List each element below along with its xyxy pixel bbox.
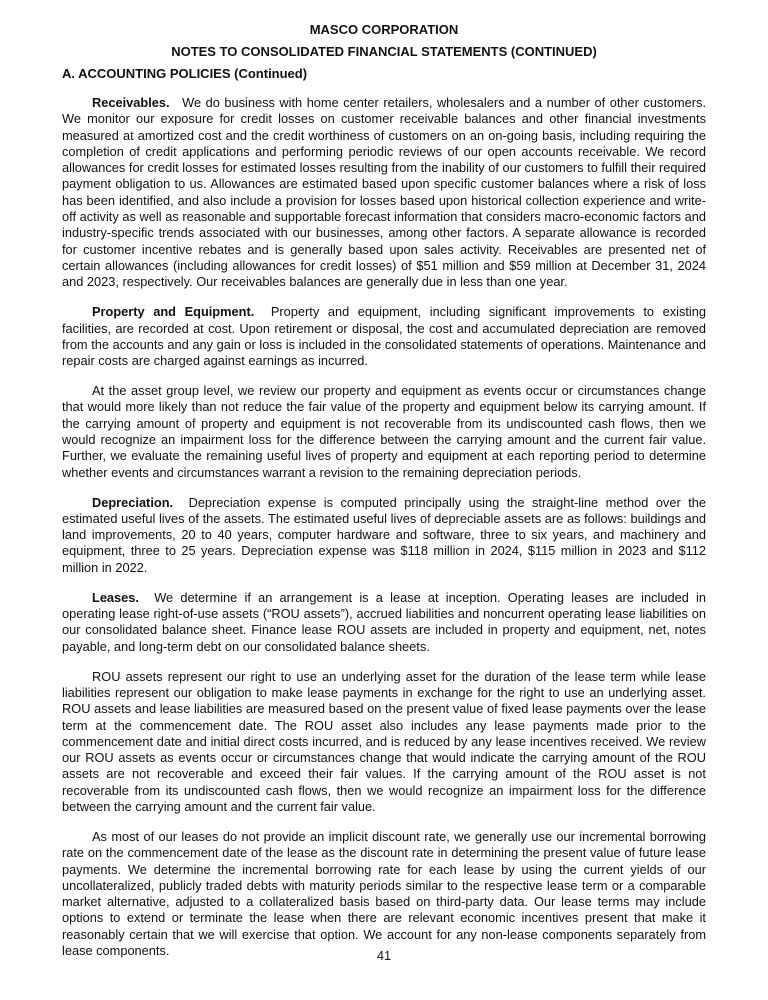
paragraph-text: As most of our leases do not provide an implicit discount rate, we generally use our incremental borrowing rate on the commencement date of the lease as the discount rate in determining the present value of future lease payments. We determine the incremental borrowing rate for each lease by using the current yields of our uncollateralized, publicly traded debts with maturity periods similar to the respective lease term or a comparable market alternative, adjusted to a collateralized basis based on third-party data. Our lease terms may include options to extend or terminate the lease when there are relevant economic incentives present that make it reasonably certain that we will exercise that option. We account for any non-lease components separately from lease components. — [62, 829, 706, 959]
paragraph-rou-assets — [62, 669, 706, 816]
document-body — [62, 95, 706, 973]
paragraph-impairment — [62, 383, 706, 481]
paragraph-receivables — [62, 95, 706, 291]
paragraph-heading: Property and Equipment. — [92, 304, 255, 320]
section-heading: A. ACCOUNTING POLICIES (Continued) — [62, 66, 308, 81]
paragraph-discount-rate — [62, 829, 706, 959]
company-name: MASCO CORPORATION — [309, 22, 459, 37]
paragraph-property-equipment — [62, 304, 706, 369]
paragraph-text: We determine if an arrangement is a lease at inception. Operating leases are included in operating lease right-of-use assets (“ROU assets”), accrued liabilities and noncurrent operating lease liabilities on our consolidated balance sheet. Finance lease ROU assets are included in property and equipment, net, notes payable, and long-term debt on our consolidated balance sheets. — [62, 589, 706, 654]
paragraph-heading: Depreciation. — [92, 494, 174, 510]
paragraph-text: We do business with home center retailers, wholesalers and a number of other customers. We monitor our exposure for credit losses on customer receivable balances and other financial investments measured at amortized cost and the credit worthiness of customers on an on-going basis, including requiring the completion of credit applications and performing periodic reviews of our open accounts receivable. We record allowances for credit losses for estimated losses resulting from the inability of our customers to fulfill their required payment obligation to us. Allowances are estimated based upon specific customer balances where a risk of loss has been identified, and also include a provision for losses based upon historical collection experience and write-off activity as well as reasonable and supportable forecast information that considers macro-economic factors and industry-specific trends associated with our businesses, among other factors. A separate allowance is recorded for customer incentive rebates and is generally based upon sales activity. Receivables are presented net of certain allowances (including allowances for credit losses) of $51 million and $59 million at December 31, 2024 and 2023, respectively. Our receivables balances are generally due in less than one year. — [62, 95, 706, 290]
paragraph-text: ROU assets represent our right to use an underlying asset for the duration of the lease term while lease liabilities represent our obligation to make lease payments in exchange for the right to use an underlying asset. ROU assets and lease liabilities are measured based on the present value of fixed lease payments over the lease term at the commencement date. The ROU asset also includes any lease payments made prior to the commencement date and initial direct costs incurred, and is reduced by any lease incentives received. We review our ROU assets as events occur or circumstances change that would indicate the carrying amount of the ROU assets are not recoverable and exceed their fair values. If the carrying amount of the ROU asset is not recoverable from its undiscounted cash flows, then we would recognize an impairment loss for the difference between the carrying amount and the current fair value. — [62, 668, 706, 815]
paragraph-heading: Leases. — [92, 589, 139, 605]
paragraph-depreciation — [62, 495, 706, 576]
paragraph-text: At the asset group level, we review our property and equipment as events occur or circumstances change that would more likely than not reduce the fair value of the property and equipment below its carrying amount. If the carrying amount of property and equipment is not recoverable from its undiscounted cash flows, then we would recognize an impairment loss for the difference between the carrying amount and the current fair value. Further, we evaluate the remaining useful lives of property and equipment at each reporting period to determine whether events and circumstances warrant a revision to the remaining depreciation periods. — [62, 383, 706, 480]
paragraph-text: Depreciation expense is computed principally using the straight-line method over the estimated useful lives of the assets. The estimated useful lives of depreciable assets are as follows: buildings and land improvements, 20 to 40 years, computer hardware and software, three to six years, and machinery and equipment, three to 25 years. Depreciation expense was $118 million in 2024, $115 million in 2023 and $112 million in 2022. — [62, 494, 706, 575]
paragraph-leases — [62, 590, 706, 655]
document-subtitle: NOTES TO CONSOLIDATED FINANCIAL STATEMENTS (CONTINUED) — [171, 44, 597, 59]
page-number: 41 — [376, 948, 392, 963]
paragraph-text: Property and equipment, including significant improvements to existing facilities, are recorded at cost. Upon retirement or disposal, the cost and accumulated depreciation are removed from the accounts and any gain or loss is included in the consolidated statements of operations. Maintenance and repair costs are charged against earnings as incurred. — [62, 304, 706, 369]
paragraph-heading: Receivables. — [92, 95, 170, 110]
